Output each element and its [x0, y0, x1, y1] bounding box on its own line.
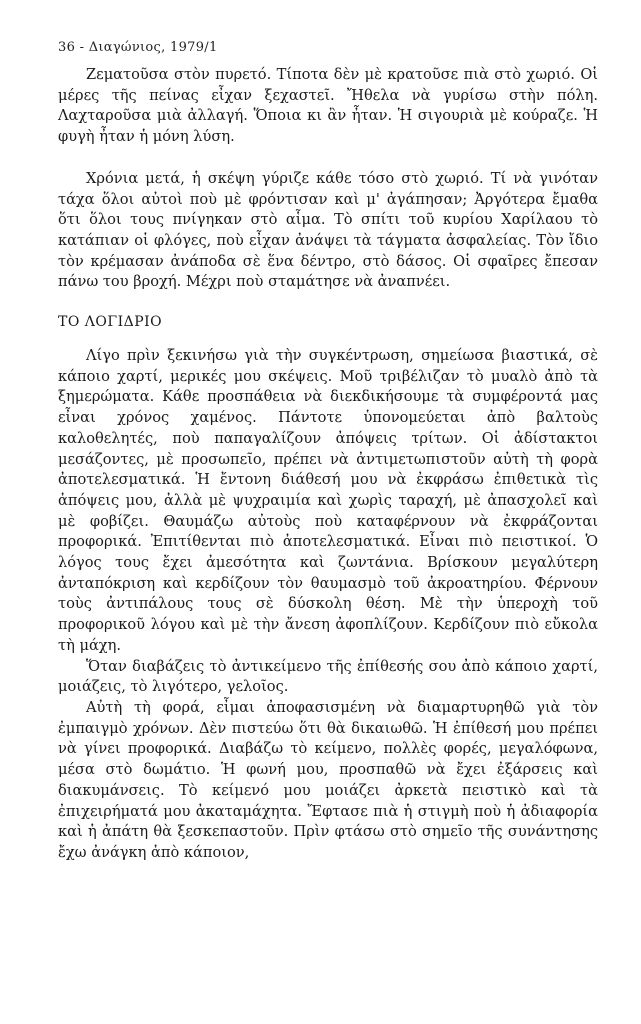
paragraph-this-time: Αὐτὴ τὴ φορά, εἶμαι ἀποφασισμένη νὰ διαμαρτυρηθῶ γιὰ τὸν ἐμπαιγμὸ χρόνων. Δὲν πιστεύω ὅτι θὰ δικαιωθῶ. Ἡ ἐπίθεσή μου πρέπει νὰ γίνει προφορικά. Διαβάζω τὸ κείμενο, πολλὲς φορές, μεγαλόφωνα, μέσα στὸ δωμάτιο. Ἡ φωνή μου, προσπαθῶ νὰ ἔχει ἐξάρσεις καὶ διακυμάνσεις. Τὸ κείμενό μου μοιάζει ἀρκετὰ πειστικὸ καὶ τὰ ἐπιχειρήματά μου ἀκαταμάχητα. Ἔφτασε πιὰ ἡ στιγμὴ ποὺ ἡ ἀδιαφορία καὶ ἡ ἀπάτη θὰ ξεσκεπαστοῦν. Πρὶν φτάσω στὸ σημεῖο τῆς συνάντησης ἔχω ἀνάγκη ἀπὸ κάποιον, — [58, 698, 598, 861]
running-head: 36 - Διαγώνιος, 1979/1 — [58, 40, 218, 55]
section-gap — [58, 293, 598, 314]
paragraph-years-later: Χρόνια μετά, ἡ σκέψη γύριζε κάθε τόσο στὸ χωριό. Τί νὰ γινόταν τάχα ὅλοι αὐτοὶ ποὺ μὲ φρόντισαν καὶ μ' ἀγάπησαν; Ἀργότερα ἔμαθα ὅτι ὅλοι τους πνίγηκαν στὸ αἷμα. Τὸ σπίτι τοῦ κυρίου Χαρίλαου τὸ κατάπιαν οἱ φλόγες, ποὺ εἶχαν ἀνάψει τὰ τάγματα ἀσφαλείας. Τὸν ἴδιο τὸν κρέμασαν ἀνάποδα σὲ ἕνα δέντρο, στὸ δάσος. Οἱ σφαῖρες ἔπεσαν πάνω του βροχή. Μέχρι ποὺ σταμάτησε νὰ ἀναπνέει. — [58, 169, 598, 291]
paragraph-fever: Ζεματοῦσα στὸν πυρετό. Τίποτα δὲν μὲ κρατοῦσε πιὰ στὸ χωριό. Οἱ μέρες τῆς πείνας εἶχαν ξεχαστεῖ. Ἤθελα νὰ γυρίσω στὴν πόλη. Λαχταροῦσα μιὰ ἀλλαγή. Ὅποια κι ἂν ἦταν. Ἡ σιγουριὰ μὲ κούραζε. Ἡ φυγὴ ἦταν ἡ μόνη λύση. — [58, 66, 598, 146]
paragraph-before-rally: Λίγο πρὶν ξεκινήσω γιὰ τὴν συγκέντρωση, σημείωσα βιαστικά, σὲ κάποιο χαρτί, μερικές μου σκέψεις. Μοῦ τριβέλιζαν τὸ μυαλὸ ἀπὸ τὰ ξημερώματα. Κάθε προσπάθεια νὰ διεκδικήσουμε τὰ συμφέροντά μας εἶναι χρόνος χαμένος. Πάντοτε ὑπονομεύεται ἀπὸ βαλτοὺς καλοθελητές, ποὺ παπαγαλίζουν ἀπόψεις τρίτων. Οἱ ἀδίστακτοι μεσάζοντες, μὲ προσωπεῖο, πρέπει νὰ ἀντιμετωπιστοῦν αὐτὴ τὴ φορὰ ἀποτελεσματικά. Ἡ ἔντονη διάθεσή μου νὰ ἐκφράσω ἐπιθετικὰ τὶς ἀπόψεις μου, ἀλλὰ μὲ ψυχραιμία καὶ χωρὶς ταραχή, μὲ ἀπασχολεῖ καὶ μὲ φοβίζει. Θαυμάζω αὐτοὺς ποὺ καταφέρνουν νὰ ἐκφράζονται προφορικά. Ἐπιτίθενται πιὸ ἀποτελεσματικά. Εἶναι πιὸ πειστικοί. Ὁ λόγος τους ἔχει ἀμεσότητα καὶ ζωντάνια. Βρίσκουν μεγαλύτερη ἀνταπόκριση καὶ κερδίζουν τὸν θαυμασμὸ τοῦ ἀκροατηρίου. Φέρνουν τοὺς ἀντιπάλους τους σὲ δύσκολη θέση. Μὲ τὴν ὑπεροχὴ τοῦ προφορικοῦ λόγου καὶ μὲ τὴν ἄνεση ἀφοπλίζουν. Κερδίζουν πιὸ εὔκολα τὴ μάχη. — [58, 347, 598, 654]
section-title: ΤΟ ΛΟΓΙΔΡΙΟ — [58, 314, 163, 331]
paragraph-gap — [58, 148, 598, 169]
paragraph-reading-paper: Ὅταν διαβάζεις τὸ ἀντικείμενο τῆς ἐπίθεσής σου ἀπὸ κάποιο χαρτί, μοιάζεις, τὸ λιγότερο, γελοῖος. — [58, 657, 598, 696]
book-page — [58, 40, 598, 864]
